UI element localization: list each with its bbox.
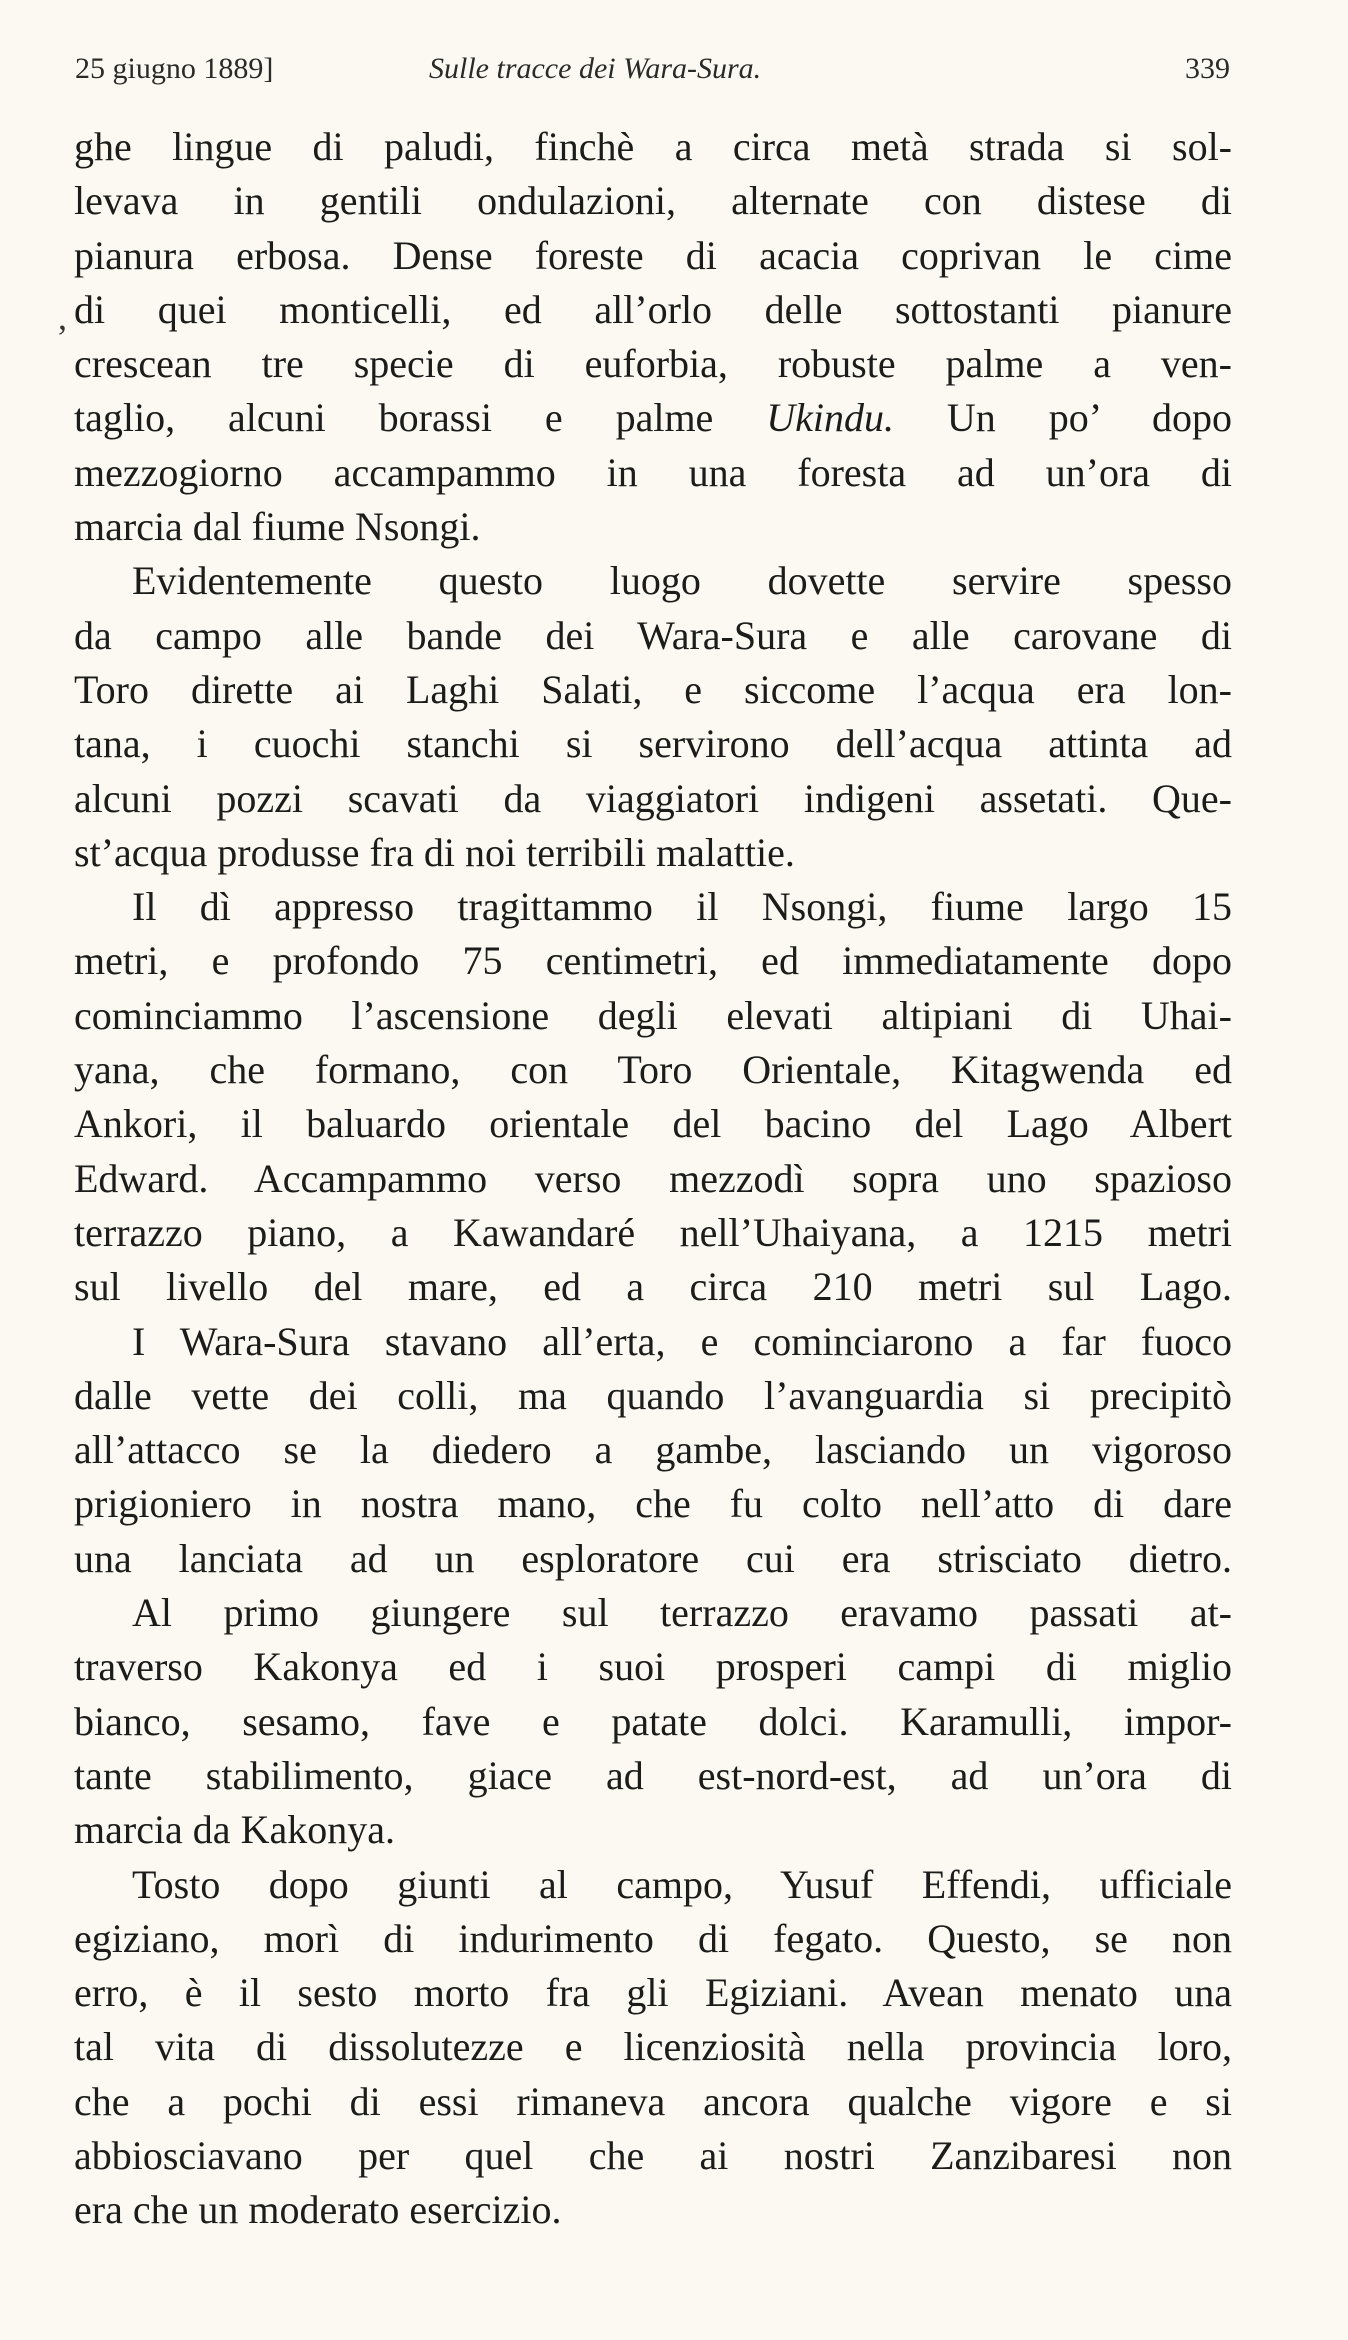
text-segment: taglio, alcuni borassi e palme: [74, 395, 767, 441]
header-title: Sulle tracce dei Wara-Sura.: [429, 52, 762, 85]
text-line: cominciammo l’ascensione degli elevati altipiani di Uhai-: [74, 992, 1232, 1038]
italic-word: Ukindu.: [766, 395, 894, 441]
text-line: Al primo giungere sul terrazzo eravamo passati at-: [132, 1590, 1232, 1636]
text-line: Edward. Accampammo verso mezzodì sopra uno spazioso: [74, 1155, 1232, 1201]
text-line: [74, 391, 1232, 445]
text-line: metri, e profondo 75 centimetri, ed immediatamente dopo: [74, 938, 1232, 984]
text-line: era che un moderato esercizio.: [74, 2187, 562, 2233]
text-line: egiziano, morì di indurimento di fegato. Questo, se non: [74, 1915, 1232, 1961]
text-line: all’attacco se la diedero a gambe, lasciando un vigoroso: [74, 1427, 1232, 1473]
body-text: [74, 120, 1232, 2238]
text-line: pianura erbosa. Dense foreste di acacia coprivan le cime: [74, 232, 1232, 278]
text-line: tana, i cuochi stanchi si servirono dell’acqua attinta ad: [74, 721, 1232, 767]
text-line: Ankori, il baluardo orientale del bacino del Lago Albert: [74, 1101, 1232, 1147]
text-line: marcia da Kakonya.: [74, 1807, 395, 1853]
running-header: [75, 52, 1230, 92]
text-line: marcia dal fiume Nsongi.: [74, 504, 481, 550]
text-line: prigioniero in nostra mano, che fu colto nell’atto di dare: [74, 1481, 1232, 1527]
text-line: dalle vette dei colli, ma quando l’avanguardia si precipitò: [74, 1372, 1232, 1418]
text-line: una lanciata ad un esploratore cui era strisciato dietro.: [74, 1535, 1232, 1581]
text-line: Tosto dopo giunti al campo, Yusuf Effendi, ufficiale: [132, 1861, 1232, 1907]
text-line: di quei monticelli, ed all’orlo delle sottostanti pianure: [74, 286, 1232, 332]
text-line: ghe lingue di paludi, finchè a circa metà strada si sol-: [74, 124, 1232, 169]
text-line: yana, che formano, con Toro Orientale, Kitagwenda ed: [74, 1047, 1232, 1093]
text-line: terrazzo piano, a Kawandaré nell’Uhaiyana, a 1215 metri: [74, 1209, 1232, 1255]
text-line: crescean tre specie di euforbia, robuste palme a ven-: [74, 341, 1232, 387]
margin-mark: ,: [58, 297, 67, 337]
text-line: bianco, sesamo, fave e patate dolci. Karamulli, impor-: [74, 1698, 1232, 1744]
text-line: Toro dirette ai Laghi Salati, e siccome l’acqua era lon-: [74, 666, 1232, 712]
text-line: sul livello del mare, ed a circa 210 metri sul Lago.: [74, 1264, 1232, 1310]
text-line: alcuni pozzi scavati da viaggiatori indigeni assetati. Que-: [74, 775, 1232, 821]
text-line: che a pochi di essi rimaneva ancora qualche vigore e si: [74, 2078, 1232, 2124]
text-line: erro, è il sesto morto fra gli Egiziani. Avean menato una: [74, 1970, 1232, 2016]
text-line: tante stabilimento, giace ad est-nord-est, ad un’ora di: [74, 1752, 1232, 1798]
text-line: Il dì appresso tragittammo il Nsongi, fiume largo 15: [132, 884, 1232, 930]
text-line: abbiosciavano per quel che ai nostri Zanzibaresi non: [74, 2132, 1232, 2178]
text-line: levava in gentili ondulazioni, alternate con distese di: [74, 178, 1232, 224]
text-line: da campo alle bande dei Wara-Sura e alle carovane di: [74, 612, 1232, 658]
text-line: Evidentemente questo luogo dovette servire spesso: [132, 558, 1232, 604]
header-date: 25 giugno 1889]: [75, 52, 274, 85]
page-number: 339: [1185, 52, 1230, 85]
text-line: tal vita di dissolutezze e licenziosità nella provincia loro,: [74, 2024, 1232, 2070]
text-line: mezzogiorno accampammo in una foresta ad un’ora di: [74, 449, 1232, 495]
text-line: traverso Kakonya ed i suoi prosperi campi di miglio: [74, 1644, 1232, 1690]
text-line: I Wara-Sura stavano all’erta, e cominciarono a far fuoco: [132, 1318, 1232, 1364]
text-segment: Un po’ dopo: [894, 395, 1232, 441]
text-line: st’acqua produsse fra di noi terribili malattie.: [74, 829, 795, 875]
